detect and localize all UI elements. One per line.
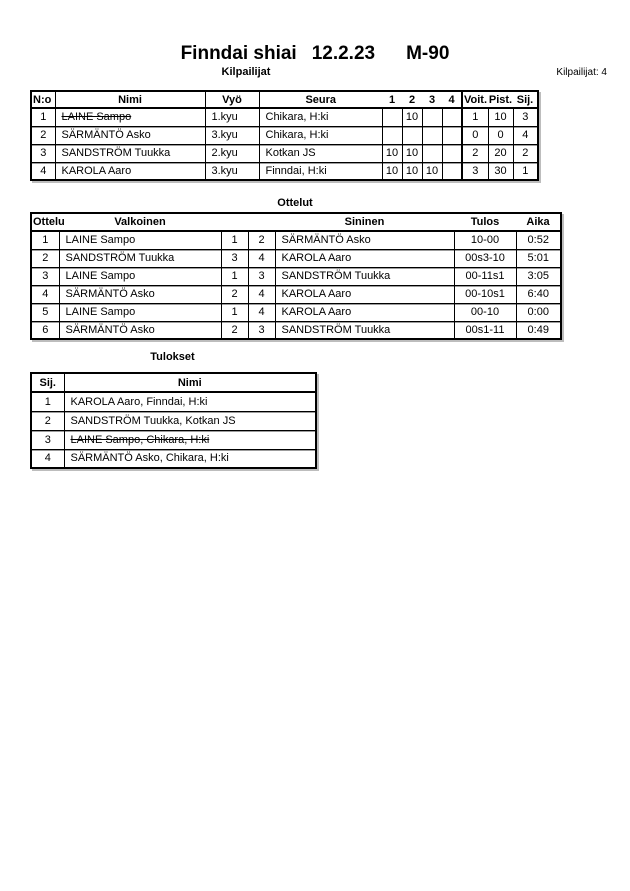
cell-match2: 10 [402, 144, 422, 162]
cell-white-number: 1 [221, 303, 248, 321]
cell-time: 0:52 [527, 234, 549, 247]
result-row [31, 449, 316, 468]
match-row [31, 267, 561, 285]
col-header-name: Nimi [55, 91, 205, 108]
match-row [31, 303, 561, 321]
cell-number: 4 [31, 162, 55, 180]
cell-match3 [422, 108, 442, 126]
cell-white-number: 1 [221, 267, 248, 285]
cell-result: 00s1-11 [454, 321, 516, 339]
competitor-count-label: Kilpailijat: 4 [556, 67, 607, 78]
cell-name: SÄRMÄNTÖ Asko, Chikara, H:ki [64, 449, 316, 468]
cell-white-name: SÄRMÄNTÖ Asko [59, 321, 221, 339]
cell-wins: 1 [462, 108, 488, 126]
cell-match4 [442, 162, 462, 180]
col-header-belt: Vyö [205, 91, 259, 108]
cell-number: 1 [31, 108, 55, 126]
cell-name: LAINE Sampo [55, 108, 205, 126]
cell-blue-number: 2 [248, 231, 275, 249]
result-row [31, 411, 316, 430]
cell-time: 0:00 [516, 303, 561, 321]
cell-white-name: SÄRMÄNTÖ Asko [59, 285, 221, 303]
matches-section-title: Ottelut [277, 197, 313, 209]
cell-blue-name: SÄRMÄNTÖ Asko [275, 231, 454, 249]
cell-wins: 3 [462, 162, 488, 180]
cell-white-name: LAINE Sampo [59, 303, 221, 321]
cell-club: Chikara, H:ki [259, 108, 382, 126]
page-title [0, 43, 630, 64]
competitor-row [31, 108, 538, 126]
cell-match4 [442, 126, 462, 144]
cell-white-name: LAINE Sampo [59, 267, 221, 285]
matches-table [30, 212, 562, 340]
cell-match1: 10 [382, 144, 402, 162]
cell-place: 2 [31, 411, 64, 430]
cell-result: 00s3-10 [454, 249, 516, 267]
cell-white-name: SANDSTRÖM Tuukka [59, 249, 221, 267]
matches-header-spacer [221, 213, 275, 231]
cell-blue-name: SANDSTRÖM Tuukka [275, 321, 454, 339]
cell-points: 0 [488, 126, 513, 144]
col-header-place: Sij. [31, 373, 64, 392]
cell-match-number: 4 [31, 285, 59, 303]
cell-result: 10-00 [454, 231, 516, 249]
cell-blue-name: KAROLA Aaro [275, 303, 454, 321]
matches-header-row [31, 213, 561, 231]
cell-match4 [442, 108, 462, 126]
col-header-time: Aika [516, 213, 561, 231]
results-section-title: Tulokset [150, 351, 195, 363]
cell-match2: 10 [402, 162, 422, 180]
cell-blue-number: 4 [248, 285, 275, 303]
cell-place: 4 [513, 126, 538, 144]
competitor-row [31, 162, 538, 180]
cell-white-number: 1 [221, 231, 248, 249]
cell-name: SANDSTRÖM Tuukka, Kotkan JS [64, 411, 316, 430]
col-header-result: Tulos [454, 213, 516, 231]
cell-blue-name: KAROLA Aaro [275, 285, 454, 303]
match-row [31, 285, 561, 303]
competitor-row [31, 126, 538, 144]
cell-match3 [422, 126, 442, 144]
cell-place: 1 [513, 162, 538, 180]
cell-club: Finndai, H:ki [259, 162, 382, 180]
cell-match-number: 1 [31, 231, 59, 249]
cell-result: 00-10 [454, 303, 516, 321]
cell-match3 [422, 144, 442, 162]
competitor-row [31, 144, 538, 162]
event-date: 12.2.23 [311, 43, 376, 64]
col-header-place: Sij. [513, 91, 538, 108]
cell-points: 30 [488, 162, 513, 180]
col-header-points: Pist. [488, 91, 513, 108]
cell-result: 00-10s1 [454, 285, 516, 303]
cell-blue-name: KAROLA Aaro [275, 249, 454, 267]
cell-match2 [402, 126, 422, 144]
col-header-wins: Voit. [462, 91, 488, 108]
cell-name: SANDSTRÖM Tuukka [55, 144, 205, 162]
cell-match1 [382, 126, 402, 144]
cell-name: SÄRMÄNTÖ Asko [55, 126, 205, 144]
cell-blue-number: 3 [248, 267, 275, 285]
cell-match4 [442, 144, 462, 162]
cell-wins: 2 [462, 144, 488, 162]
competitors-table [30, 90, 539, 181]
match-row [31, 249, 561, 267]
cell-points: 10 [488, 108, 513, 126]
cell-white-number: 2 [221, 321, 248, 339]
cell-number: 2 [31, 126, 55, 144]
competitors-header-row [31, 91, 538, 108]
result-row [31, 430, 316, 449]
cell-blue-number: 4 [248, 303, 275, 321]
match-row [31, 321, 561, 339]
col-header-white: Valkoinen [59, 213, 221, 231]
cell-blue-number: 3 [248, 321, 275, 339]
cell-blue-name: SANDSTRÖM Tuukka [275, 267, 454, 285]
results-header-row [31, 373, 316, 392]
cell-match1 [382, 108, 402, 126]
cell-belt: 3.kyu [205, 126, 259, 144]
cell-place: 1 [31, 392, 64, 411]
col-header-blue: Sininen [275, 213, 454, 231]
col-header-match2: 2 [402, 91, 422, 108]
cell-match2: 10 [402, 108, 422, 126]
result-row [31, 392, 316, 411]
match-row [31, 231, 561, 249]
results-table [30, 372, 317, 469]
col-header-match1: 1 [382, 91, 402, 108]
cell-name: KAROLA Aaro, Finndai, H:ki [70, 395, 208, 408]
cell-wins: 0 [462, 126, 488, 144]
col-header-match-number: Ottelu [31, 213, 59, 231]
cell-match3: 10 [422, 162, 442, 180]
cell-time: 5:01 [516, 249, 561, 267]
col-header-name: Nimi [64, 373, 316, 392]
col-header-match4: 4 [442, 91, 462, 108]
cell-name: KAROLA Aaro [55, 162, 205, 180]
cell-belt: 2.kyu [205, 144, 259, 162]
cell-white-name: LAINE Sampo [59, 231, 221, 249]
cell-time: 6:40 [516, 285, 561, 303]
cell-white-number: 2 [221, 285, 248, 303]
cell-name: LAINE Sampo, Chikara, H:ki [64, 430, 316, 449]
cell-time: 3:05 [516, 267, 561, 285]
event-title: Finndai shiai [180, 43, 297, 64]
cell-time: 0:49 [516, 321, 561, 339]
cell-blue-number: 4 [248, 249, 275, 267]
weight-class: M-90 [406, 43, 450, 64]
cell-match-number: 6 [31, 321, 59, 339]
cell-match-number: 5 [31, 303, 59, 321]
cell-match1: 10 [382, 162, 402, 180]
col-header-club: Seura [259, 91, 382, 108]
cell-place: 3 [31, 430, 64, 449]
cell-place: 4 [31, 449, 64, 468]
cell-white-number: 3 [221, 249, 248, 267]
cell-belt: 3.kyu [205, 162, 259, 180]
col-header-number: N:o [31, 91, 55, 108]
cell-match-number: 2 [31, 249, 59, 267]
cell-number: 3 [31, 144, 55, 162]
cell-result: 00-11s1 [454, 267, 516, 285]
cell-place: 2 [513, 144, 538, 162]
col-header-match3: 3 [422, 91, 442, 108]
competitors-section-title: Kilpailijat [221, 66, 271, 78]
cell-match-number: 3 [31, 267, 59, 285]
cell-points: 20 [488, 144, 513, 162]
cell-club: Kotkan JS [259, 144, 382, 162]
cell-club: Chikara, H:ki [259, 126, 382, 144]
cell-place: 3 [522, 111, 529, 124]
cell-belt: 1.kyu [205, 108, 259, 126]
